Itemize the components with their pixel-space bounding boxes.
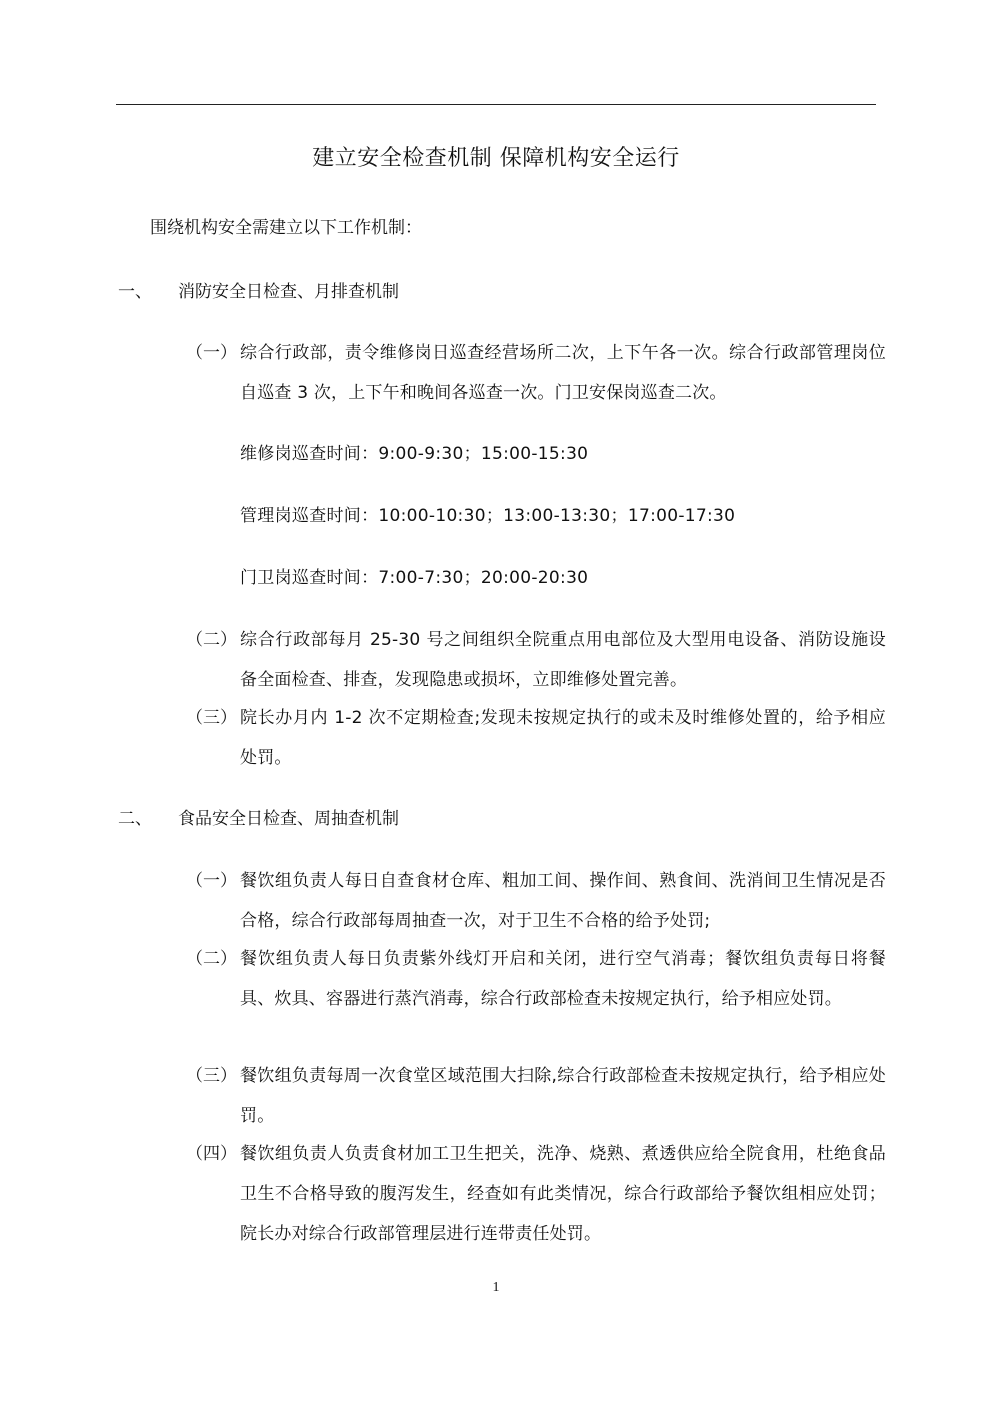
item-marker: （三） (186, 1066, 237, 1086)
intro-paragraph: 围绕机构安全需建立以下工作机制： (150, 218, 422, 238)
section-heading-1 (118, 277, 399, 307)
document-title: 建立安全检查机制 保障机构安全运行 (312, 146, 680, 171)
item-text: 餐饮组负责人每日负责紫外线灯开启和关闭，进行空气消毒；餐饮组负责每日将餐具、炊具、容器进行蒸汽消毒，综合行政部检查未按规定执行，给予相应处罚。 (240, 949, 886, 1009)
item-marker: （四） (186, 1144, 237, 1164)
section-title: 消防安全日检查、月排查机制 (178, 282, 399, 302)
item-text: 餐饮组负责每周一次食堂区域范围大扫除,综合行政部检查未按规定执行，给予相应处罚。 (240, 1066, 886, 1126)
item-text: 院长办月内 1-2 次不定期检查;发现未按规定执行的或未及时维修处置的，给予相应处罚。 (240, 708, 886, 768)
page-number: 1 (492, 1280, 500, 1295)
item-marker: （二） (186, 630, 237, 650)
schedule-line: 管理岗巡查时间：10:00-10:30；13:00-13:30；17:00-17:30 (240, 506, 736, 526)
item-marker: （一） (186, 343, 237, 363)
item-text: 餐饮组负责人每日自查食材仓库、粗加工间、操作间、熟食间、洗消间卫生情况是否合格，综合行政部每周抽查一次，对于卫生不合格的给予处罚; (240, 871, 886, 931)
header-rule (116, 104, 876, 105)
section-number: 一、 (118, 282, 152, 302)
list-item (186, 939, 886, 1019)
list-item (186, 620, 886, 700)
section-title: 食品安全日检查、周抽查机制 (178, 809, 399, 829)
list-item (186, 1134, 886, 1254)
item-text: 餐饮组负责人负责食材加工卫生把关，洗净、烧熟、煮透供应给全院食用，杜绝食品卫生不合格导致的腹泻发生，经查如有此类情况，综合行政部给予餐饮组相应处罚；院长办对综合行政部管理层进行连带责任处罚。 (240, 1144, 886, 1244)
item-marker: （三） (186, 708, 237, 728)
list-item (186, 333, 886, 413)
item-text: 综合行政部，责令维修岗日巡查经营场所二次，上下午各一次。综合行政部管理岗位自巡查 3 次，上下午和晚间各巡查一次。门卫安保岗巡查二次。 (240, 343, 886, 403)
schedule-line: 维修岗巡查时间：9:00-9:30；15:00-15:30 (240, 444, 589, 464)
item-marker: （一） (186, 871, 237, 891)
list-item (186, 1056, 886, 1136)
schedule-line: 门卫岗巡查时间：7:00-7:30；20:00-20:30 (240, 568, 589, 588)
list-item (186, 861, 886, 941)
item-text: 综合行政部每月 25-30 号之间组织全院重点用电部位及大型用电设备、消防设施设备全面检查、排查，发现隐患或损坏，立即维修处置完善。 (240, 630, 886, 690)
section-heading-2 (118, 804, 399, 834)
list-item (186, 698, 886, 778)
section-number: 二、 (118, 809, 152, 829)
item-marker: （二） (186, 949, 237, 969)
